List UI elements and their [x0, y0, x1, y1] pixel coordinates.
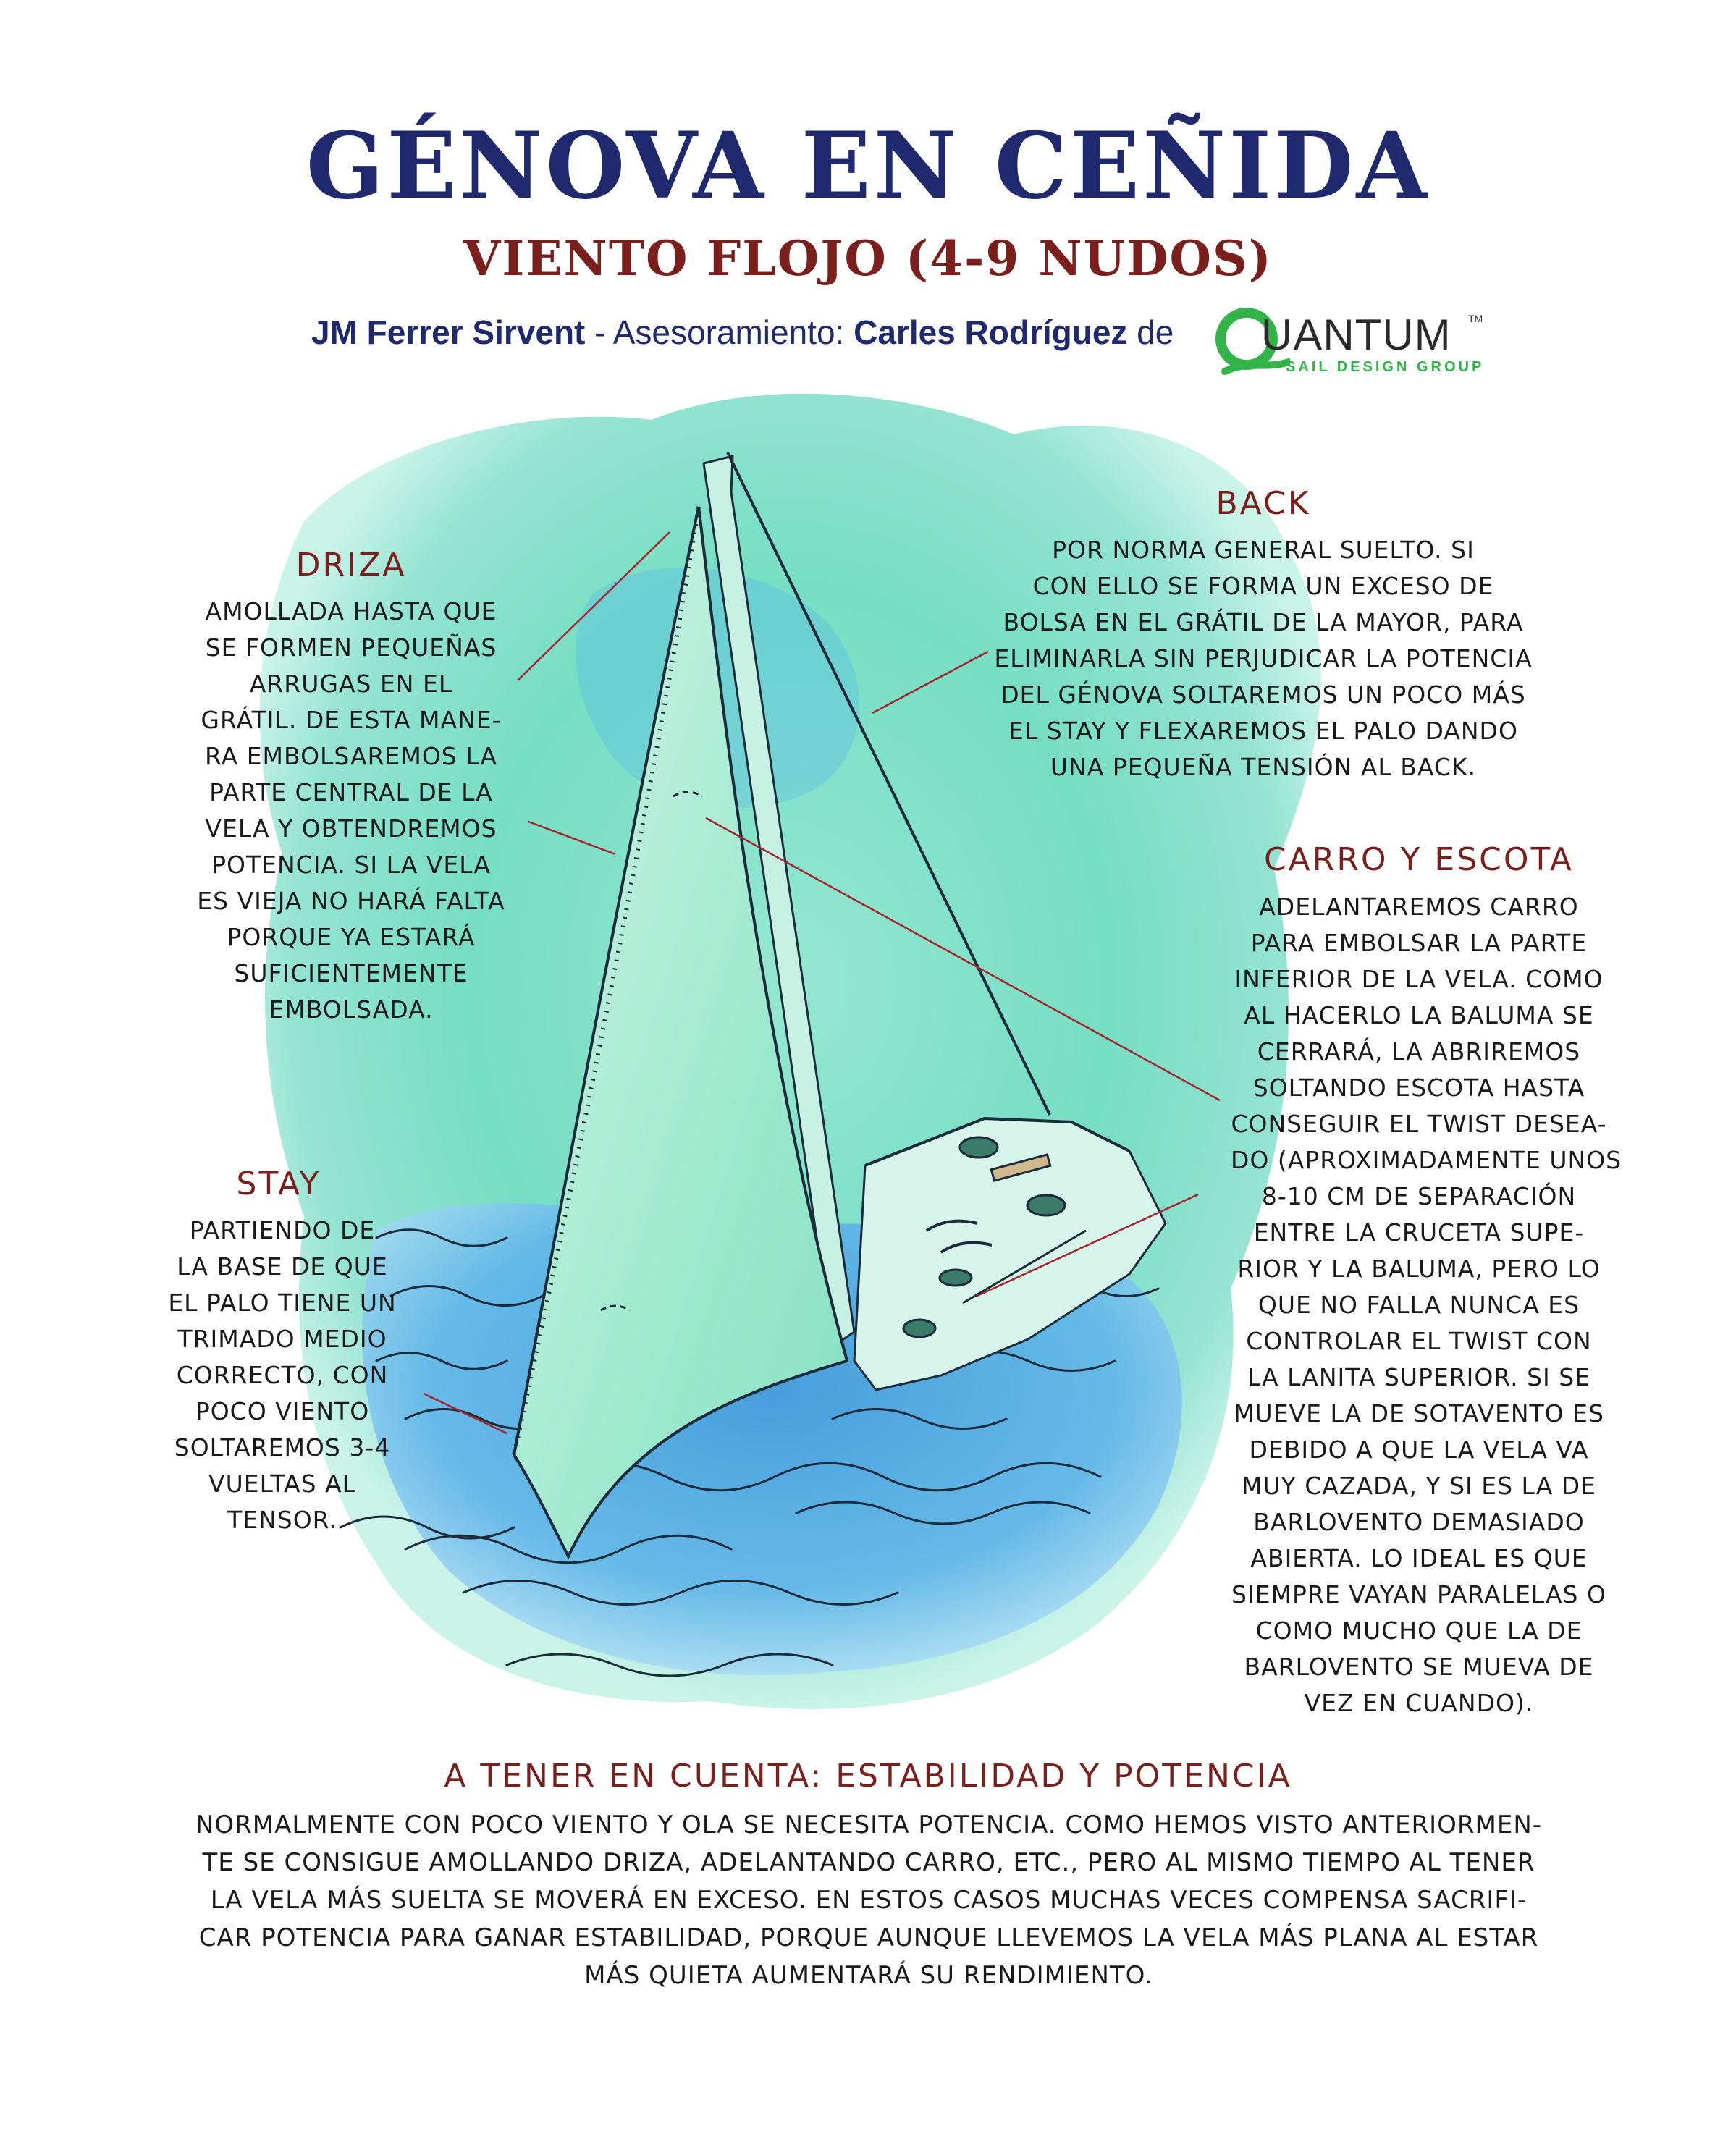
page-title: GÉNOVA EN CEÑIDA [306, 112, 1430, 219]
carro-line: MUY CAZADA, Y SI ES LA DE [1241, 1472, 1597, 1500]
stay-line: LA BASE DE QUE [177, 1252, 388, 1281]
carro-line: SIEMPRE VAYAN PARALELAS O [1231, 1580, 1606, 1609]
carro-line: BARLOVENTO SE MUEVA DE [1244, 1653, 1594, 1681]
carro-line: INFERIOR DE LA VELA. COMO [1234, 965, 1604, 993]
stay-line: CORRECTO, CON [176, 1361, 389, 1389]
carro-line: ADELANTAREMOS CARRO [1259, 893, 1579, 921]
advisor-name: Carles Rodríguez [854, 313, 1128, 351]
carro-line: QUE NO FALLA NUNCA ES [1257, 1291, 1580, 1319]
stay-line: EL PALO TIENE UN [168, 1289, 397, 1317]
carro-line: AL HACERLO LA BALUMA SE [1244, 1001, 1594, 1029]
stay-line: TRIMADO MEDIO [177, 1325, 387, 1353]
tener-line: NORMALMENTE CON POCO VIENTO Y OLA SE NECESITA POTENCIA. COMO HEMOS VISTO ANTERIORMEN- [195, 1810, 1543, 1839]
carro-line: MUEVE LA DE SOTAVENTO ES [1234, 1399, 1604, 1428]
driza-line: EMBOLSADA. [269, 995, 434, 1024]
back-line: CON ELLO SE FORMA UN EXCESO DE [1032, 572, 1494, 600]
carro-line: 8-10 CM DE SEPARACIÓN [1261, 1182, 1577, 1210]
back-text [959, 532, 1567, 785]
carro-line: CONTROLAR EL TWIST CON [1246, 1327, 1592, 1355]
driza-line: ES VIEJA NO HARÁ FALTA [197, 887, 505, 915]
back-line: ELIMINARLA SIN PERJUDICAR LA POTENCIA [994, 644, 1533, 673]
driza-line: POTENCIA. SI LA VELA [211, 851, 491, 879]
carro-heading: CARRO Y ESCOTA [1263, 841, 1575, 878]
carro-line: DEBIDO A QUE LA VELA VA [1249, 1436, 1589, 1464]
back-line: UNA PEQUEÑA TENSIÓN AL BACK. [1050, 753, 1477, 781]
tener-line: LA VELA MÁS SUELTA SE MOVERÁ EN EXCESO. EN ESTOS CASOS MUCHAS VECES COMPENSA SACRIFI- [210, 1886, 1528, 1915]
advice-label: Asesoramiento: [612, 313, 845, 351]
carro-line: PARA EMBOLSAR LA PARTE [1250, 929, 1588, 957]
carro-line: DO (APROXIMADAMENTE UNOS [1231, 1146, 1622, 1174]
logo-tagline: SAIL DESIGN GROUP [1286, 359, 1485, 375]
quantum-logo [1210, 303, 1486, 382]
stay-line: SOLTAREMOS 3-4 [174, 1433, 391, 1462]
driza-line: SE FORMEN PEQUEÑAS [205, 633, 497, 662]
driza-line: ARRUGAS EN EL [249, 670, 453, 698]
back-heading: BACK [1215, 485, 1311, 522]
stay-line: TENSOR. [227, 1506, 337, 1534]
tener-line: CAR POTENCIA PARA GANAR ESTABILIDAD, PORQUE AUNQUE LLEVEMOS LA VELA MÁS PLANA AL ESTAR [198, 1923, 1539, 1952]
driza-line: GRÁTIL. DE ESTA MANE- [201, 706, 502, 734]
stay-line: VUELTAS AL [208, 1470, 356, 1498]
tener-heading: A TENER EN CUENTA: ESTABILIDAD Y POTENCIA [444, 1758, 1292, 1795]
carro-line: CERRARÁ, LA ABRIREMOS [1257, 1037, 1581, 1066]
driza-line: VELA Y OBTENDREMOS [205, 814, 497, 843]
logo-trademark: TM [1468, 313, 1483, 324]
back-line: POR NORMA GENERAL SUELTO. SI [1052, 536, 1475, 564]
driza-line: PARTE CENTRAL DE LA [209, 778, 493, 806]
driza-line: AMOLLADA HASTA QUE [205, 597, 497, 625]
carro-line: ABIERTA. LO IDEAL ES QUE [1250, 1544, 1588, 1572]
stay-line: POCO VIENTO [195, 1397, 370, 1425]
tener-text [188, 1806, 1549, 1994]
tener-line: TE SE CONSIGUE AMOLLANDO DRIZA, ADELANTANDO CARRO, ETC., PERO AL MISMO TIEMPO AL TENER [202, 1848, 1535, 1877]
credits-separator: - [585, 313, 613, 351]
carro-line: ENTRE LA CRUCETA SUPE- [1253, 1218, 1585, 1247]
author-name: JM Ferrer Sirvent [311, 313, 586, 351]
carro-line: SOLTANDO ESCOTA HASTA [1252, 1074, 1585, 1102]
carro-line: VEZ EN CUANDO). [1304, 1689, 1534, 1717]
driza-line: RA EMBOLSAREMOS LA [205, 742, 497, 770]
driza-line: PORQUE YA ESTARÁ [227, 923, 476, 951]
carro-line: BARLOVENTO DEMASIADO [1253, 1508, 1585, 1536]
driza-heading: DRIZA [295, 547, 407, 583]
carro-line: COMO MUCHO QUE LA DE [1255, 1616, 1583, 1645]
stay-line: PARTIENDO DE [189, 1216, 376, 1244]
tener-line: MÁS QUIETA AUMENTARÁ SU RENDIMIENTO. [584, 1961, 1153, 1990]
credits-de: de [1137, 313, 1174, 351]
carro-line: CONSEGUIR EL TWIST DESEA- [1231, 1110, 1607, 1138]
back-line: DEL GÉNOVA SOLTAREMOS UN POCO MÁS [1000, 680, 1526, 709]
driza-line: SUFICIENTEMENTE [234, 959, 468, 987]
stay-heading: STAY [236, 1165, 321, 1202]
page-subtitle: VIENTO FLOJO (4-9 NUDOS) [463, 230, 1273, 287]
carro-line: RIOR Y LA BALUMA, PERO LO [1237, 1255, 1601, 1283]
credits-line [311, 313, 1174, 352]
back-line: EL STAY Y FLEXAREMOS EL PALO DANDO [1008, 717, 1518, 745]
logo-wordmark: UANTUM [1261, 311, 1451, 359]
back-line: BOLSA EN EL GRÁTIL DE LA MAYOR, PARA [1003, 608, 1524, 636]
driza-text [167, 594, 536, 1028]
stay-text [145, 1213, 420, 1538]
carro-line: LA LANITA SUPERIOR. SI SE [1247, 1363, 1591, 1391]
carro-text [1231, 889, 1622, 1721]
